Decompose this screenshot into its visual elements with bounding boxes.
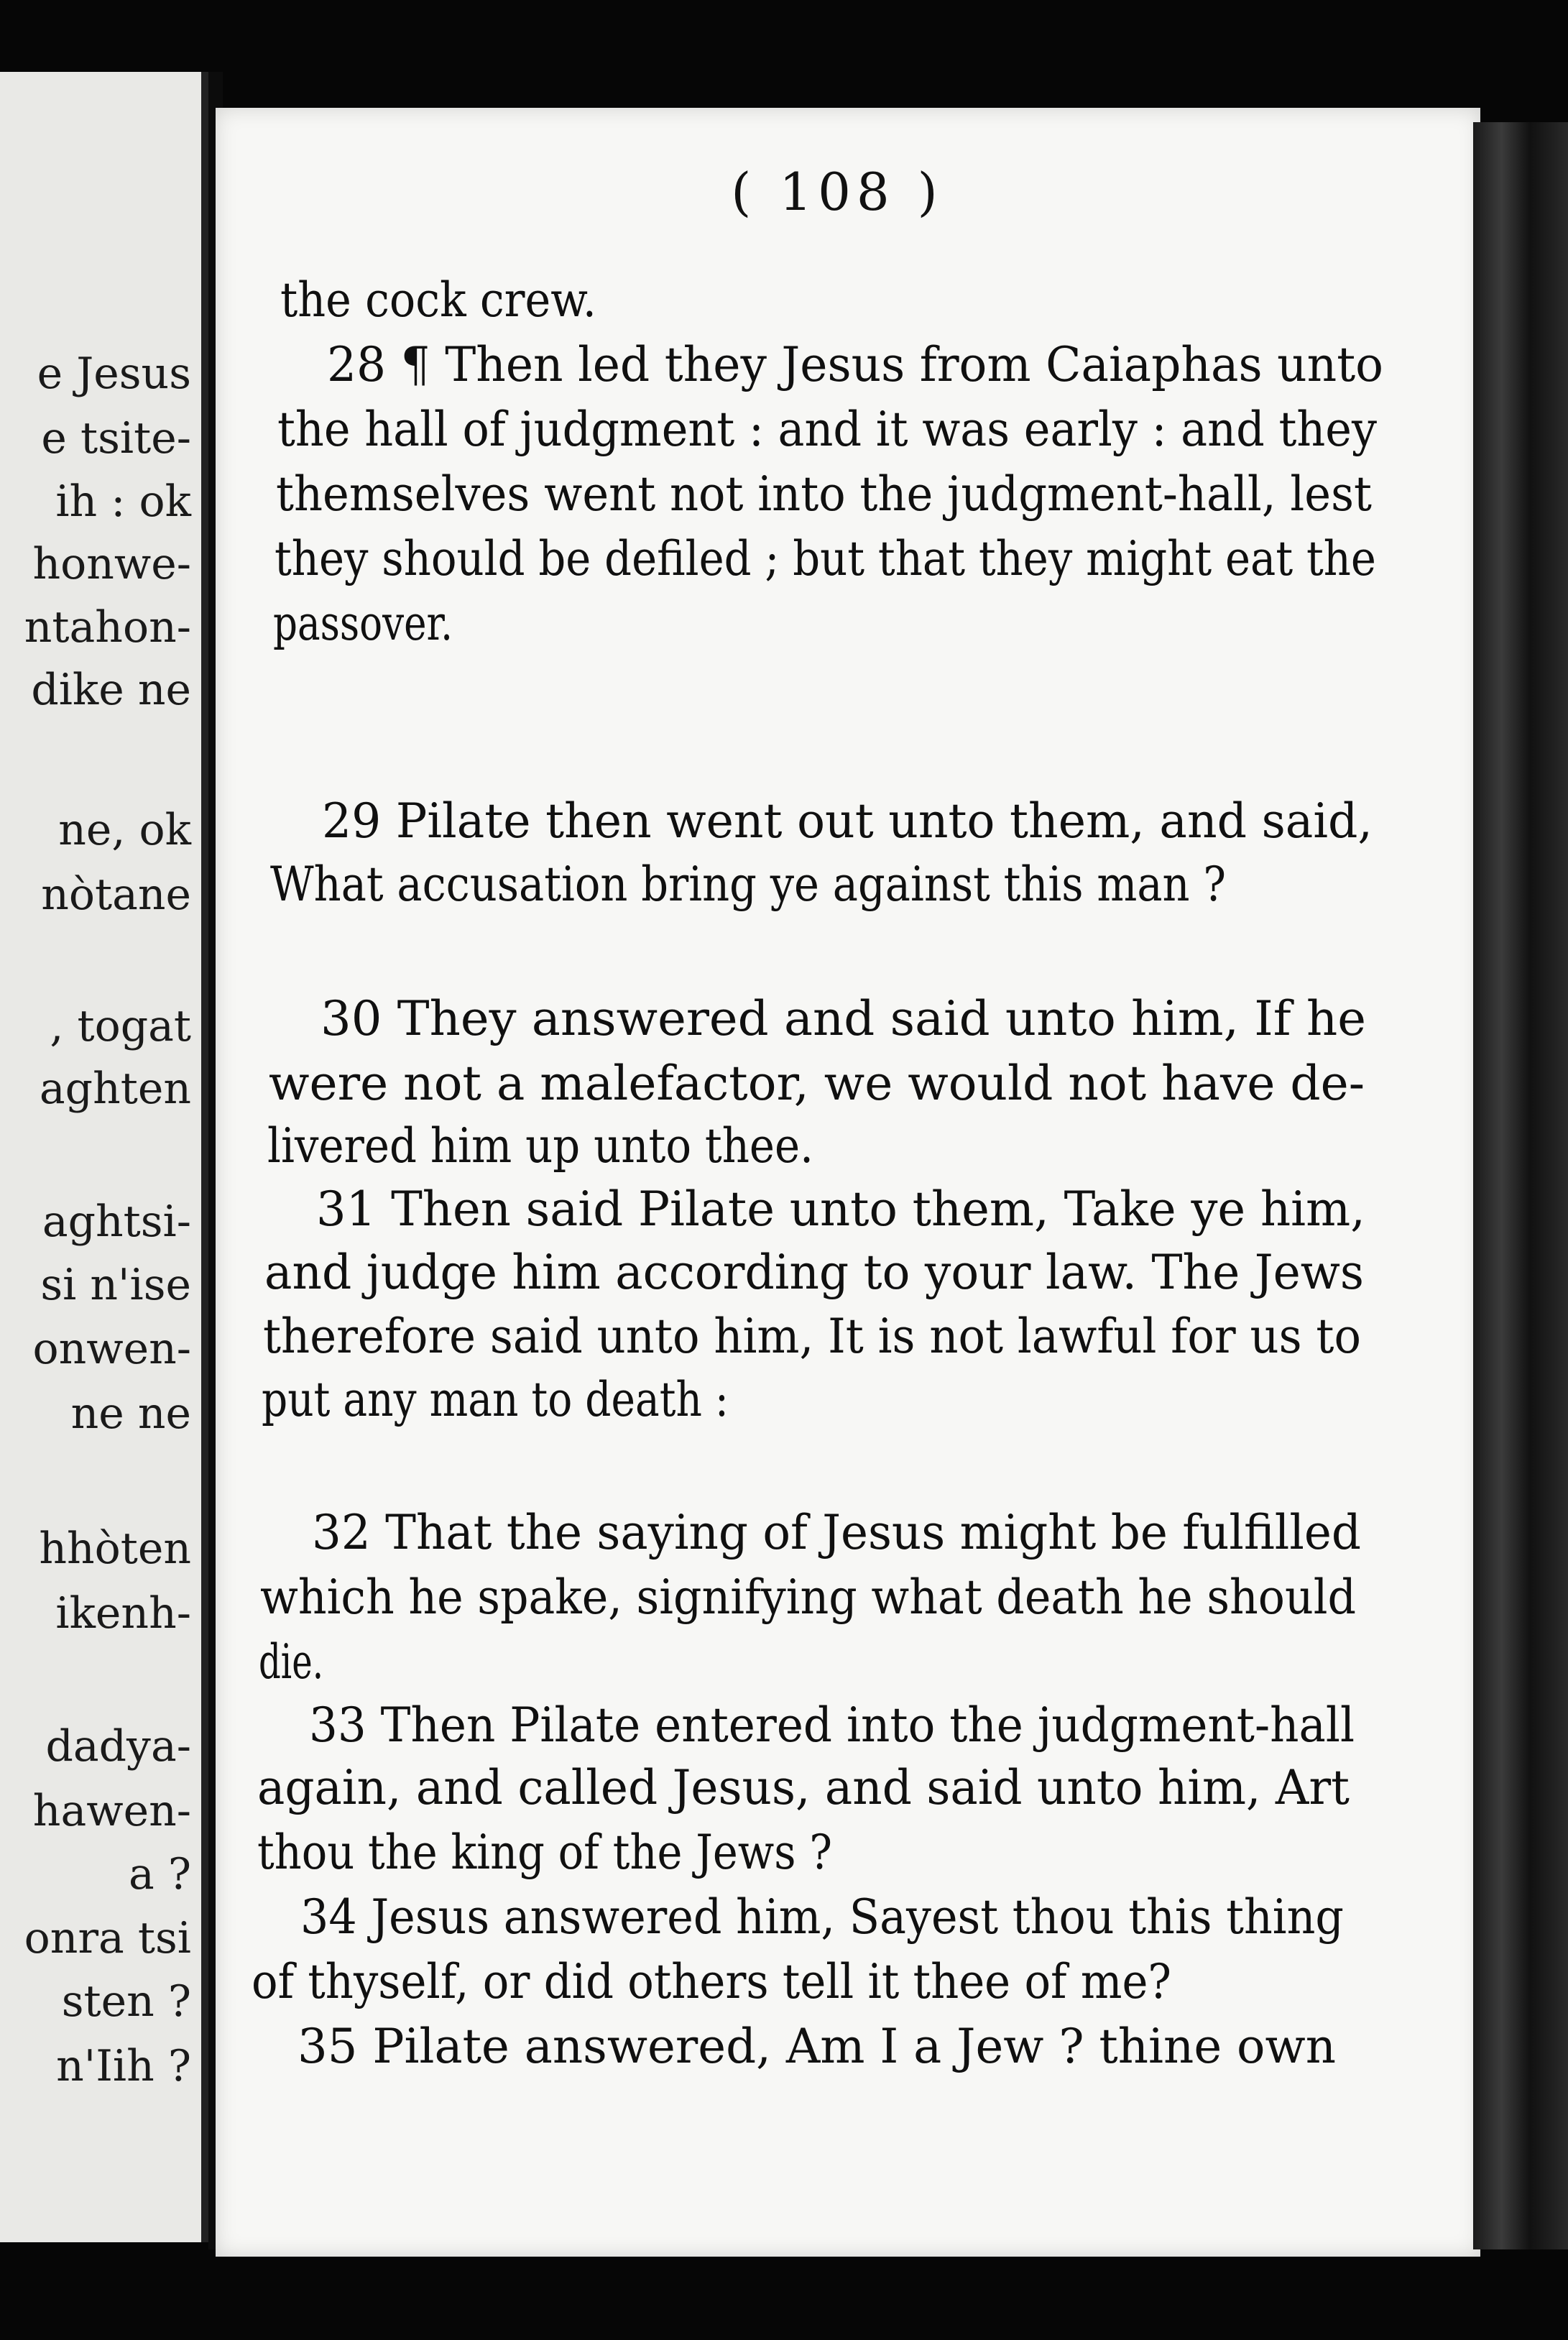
text-line: the cock crew. [280, 272, 596, 328]
left-margin-line: ne, ok [58, 805, 191, 855]
left-margin-line: a ? [128, 1849, 191, 1899]
text-line: put any man to death : [262, 1372, 729, 1427]
left-margin-line: honwe- [32, 539, 191, 589]
text-line: 35 Pilate answered, Am I a Jew ? thine own [298, 2019, 1336, 2074]
text-line: 28 ¶ Then led they Jesus from Caiaphas unto [327, 337, 1383, 392]
left-margin-line: dike ne [31, 665, 191, 715]
text-line: livered him up unto thee. [267, 1118, 813, 1174]
text-line: were not a malefactor, we would not have de- [269, 1056, 1365, 1111]
left-margin-line: ikenh- [55, 1588, 191, 1639]
text-line: 31 Then said Pilate unto them, Take ye him, [316, 1181, 1365, 1237]
text-line: of thyself, or did others tell it thee of me? [252, 1954, 1171, 2009]
left-margin-line: aghtsi- [42, 1197, 191, 1247]
text-line: the hall of judgment : and it was early : and they [277, 402, 1377, 457]
left-margin-line: onra tsi [24, 1913, 191, 1963]
text-line: 33 Then Pilate entered into the judgment-hall [309, 1698, 1355, 1753]
left-margin-line: ntahon- [24, 602, 191, 653]
left-margin-line: , togat [50, 1001, 191, 1051]
text-line: passover. [273, 596, 453, 651]
left-margin-line: hawen- [32, 1786, 191, 1836]
left-margin-line: hhòten [39, 1524, 191, 1574]
left-margin-line: aghten [39, 1064, 191, 1114]
left-margin-line: ne ne [70, 1388, 191, 1439]
page-edges [1473, 122, 1568, 2249]
text-line: they should be defiled ; but that they might eat the [275, 531, 1376, 586]
text-line: 29 Pilate then went out unto them, and said, [322, 793, 1373, 849]
text-line: 30 They answered and said unto him, If he [320, 991, 1366, 1046]
left-margin-line: sten ? [61, 1976, 191, 2027]
left-margin-line: onwen- [32, 1324, 191, 1374]
text-line: therefore said unto him, It is not lawful for us to [263, 1309, 1361, 1364]
left-margin-line: n'Iih ? [56, 2041, 191, 2091]
left-margin-line: ih : ok [55, 476, 191, 527]
text-line: themselves went not into the judgment-hall, lest [276, 466, 1372, 522]
left-margin-line: dadya- [45, 1721, 191, 1772]
text-line: thou the king of the Jews ? [257, 1825, 832, 1880]
page-number: ( 108 ) [731, 162, 944, 222]
text-line: die. [259, 1634, 323, 1690]
left-margin-line: e Jesus [37, 349, 191, 399]
text-line: again, and called Jesus, and said unto him, Art [257, 1760, 1350, 1815]
facing-page-fragment [0, 72, 208, 2242]
left-margin-line: si n'ise [40, 1260, 191, 1310]
text-line: 34 Jesus answered him, Sayest thou this thing [300, 1889, 1344, 1945]
text-line: and judge him according to your law. The Jews [264, 1245, 1364, 1300]
text-line: which he spake, signifying what death he should [260, 1570, 1356, 1625]
left-margin-line: nòtane [41, 870, 191, 920]
left-margin-line: e tsite- [41, 413, 191, 464]
text-line: What accusation bring ye against this man ? [270, 857, 1226, 912]
text-line: 32 That the saying of Jesus might be fulfilled [312, 1505, 1361, 1560]
